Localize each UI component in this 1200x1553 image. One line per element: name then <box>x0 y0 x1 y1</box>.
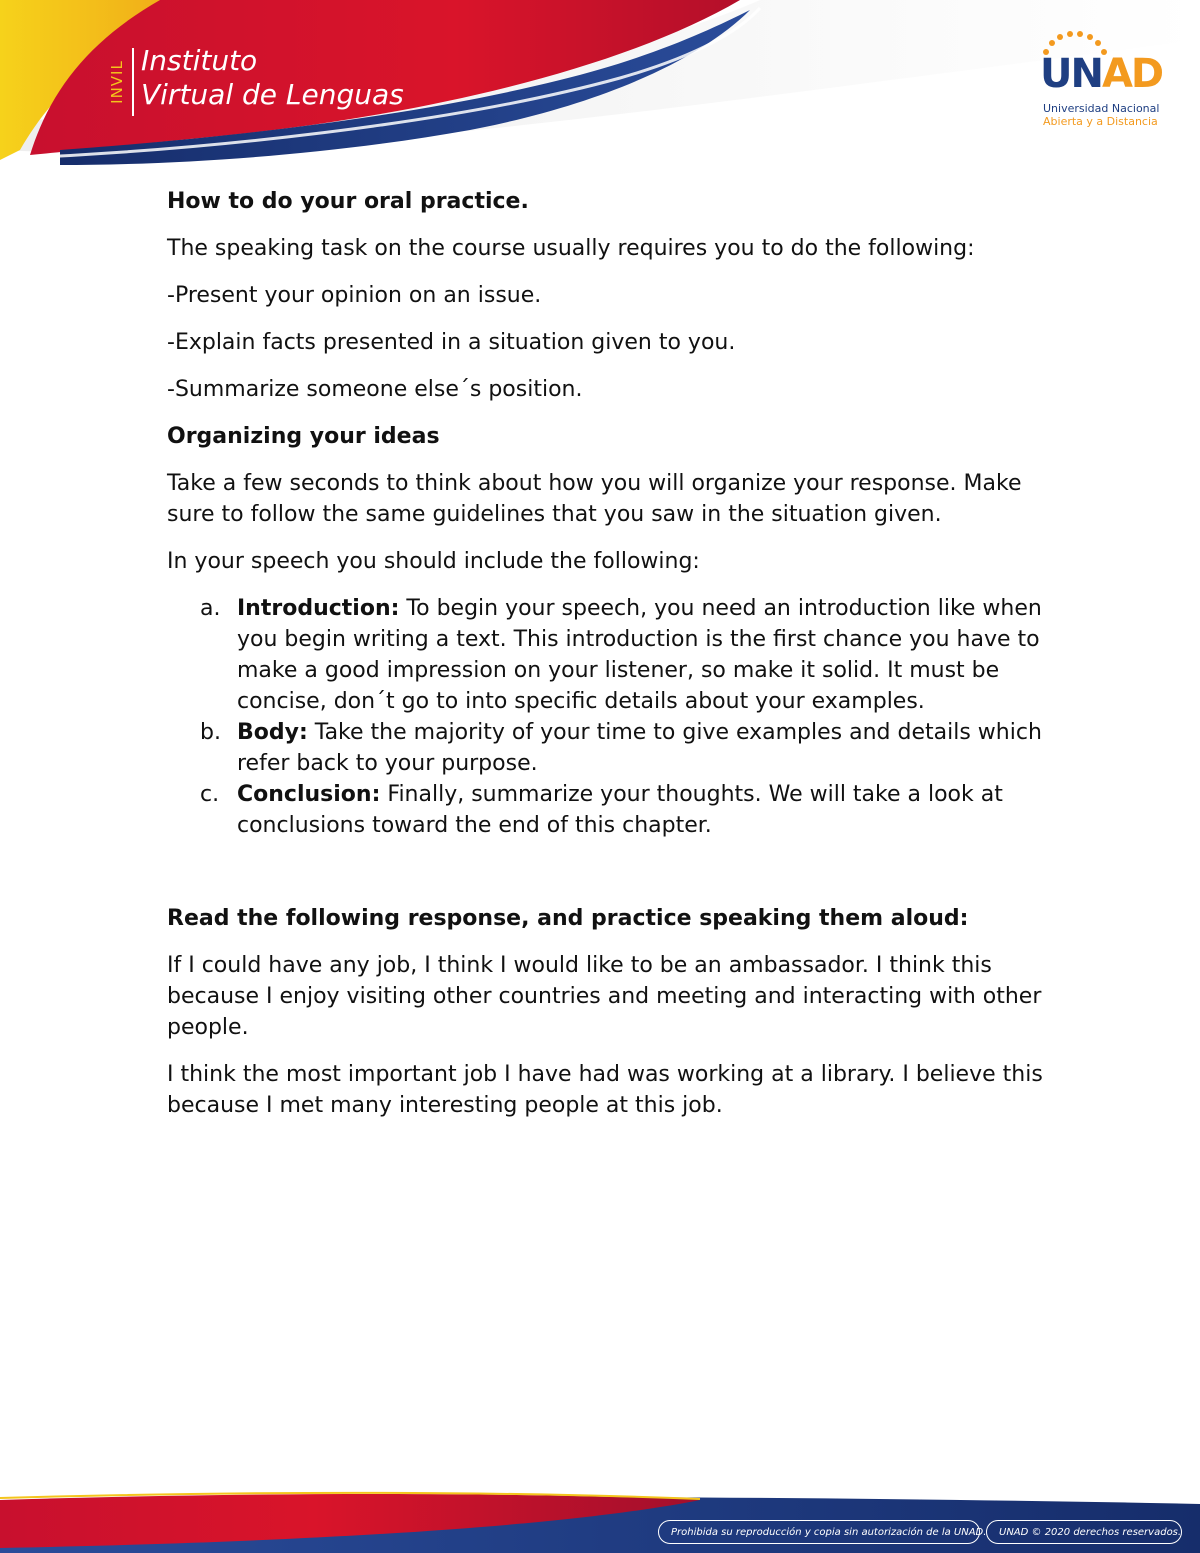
list-marker: a. <box>200 596 221 621</box>
list-text: Finally, summarize your thoughts. We will take a look at conclusions toward the end of this chapter. <box>237 782 1003 838</box>
brand-divider <box>132 48 134 116</box>
spacer <box>167 857 1047 903</box>
response-paragraph-1: If I could have any job, I think I would like to be an ambassador. I think this because I enjoy visiting other countries and meeting and interacting with other people. <box>167 953 1042 1040</box>
intro-paragraph: The speaking task on the course usually requires you to do the following: <box>167 236 975 261</box>
brand-title-line2: Virtual de Lenguas <box>141 78 404 111</box>
list-marker: b. <box>200 720 221 745</box>
list-item-introduction <box>167 593 1047 717</box>
include-paragraph: In your speech you should include the following: <box>167 549 700 574</box>
heading-read-response: Read the following response, and practice speaking them aloud: <box>167 906 969 931</box>
list-marker: c. <box>200 782 220 807</box>
unad-logo <box>1040 30 1170 130</box>
organize-paragraph: Take a few seconds to think about how you will organize your response. Make sure to follow the same guidelines that you saw in the situation given. <box>167 471 1022 527</box>
footer-copyright-notice: Prohibida su reproducción y copia sin autorización de la UNAD. <box>658 1520 980 1544</box>
task-item: -Present your opinion on an issue. <box>167 283 542 308</box>
heading-oral-practice: How to do your oral practice. <box>167 189 529 214</box>
invil-abbreviation: INVIL <box>108 60 126 104</box>
brand-title-line1: Instituto <box>141 44 258 77</box>
list-term: Conclusion: <box>237 782 381 807</box>
response-paragraph-2: I think the most important job I have had was working at a library. I believe this because I met many interesting people at this job. <box>167 1062 1043 1118</box>
document-body <box>167 186 1047 1137</box>
logo-letter-n: N <box>1070 51 1102 97</box>
page-footer <box>0 1490 1200 1553</box>
list-item-body <box>167 717 1047 779</box>
heading-organizing-ideas: Organizing your ideas <box>167 424 440 449</box>
speech-parts-list <box>167 593 1047 841</box>
list-item-conclusion <box>167 779 1047 841</box>
invil-vertical-label <box>105 50 129 114</box>
list-text: Take the majority of your time to give examples and details which refer back to your purpose. <box>237 720 1042 776</box>
list-term: Body: <box>237 720 308 745</box>
logo-subtitle-line2: Abierta y a Distancia <box>1043 115 1158 128</box>
logo-letters-ad: AD <box>1101 51 1163 97</box>
brand-title <box>141 44 404 112</box>
logo-letter-u: U <box>1040 51 1071 97</box>
page-header <box>0 0 1200 200</box>
list-term: Introduction: <box>237 596 400 621</box>
footer-rights-notice: UNAD © 2020 derechos reservados. <box>986 1520 1182 1544</box>
list-text: To begin your speech, you need an introduction like when you begin writing a text. This introduction is the first chance you have to make a good impression on your listener, so make it solid. It must be concise, don´t go to into specific details about your examples. <box>237 596 1042 714</box>
logo-wordmark <box>1040 52 1162 96</box>
task-item: -Explain facts presented in a situation given to you. <box>167 330 736 355</box>
task-item: -Summarize someone else´s position. <box>167 377 583 402</box>
logo-subtitle-line1: Universidad Nacional <box>1043 102 1160 115</box>
